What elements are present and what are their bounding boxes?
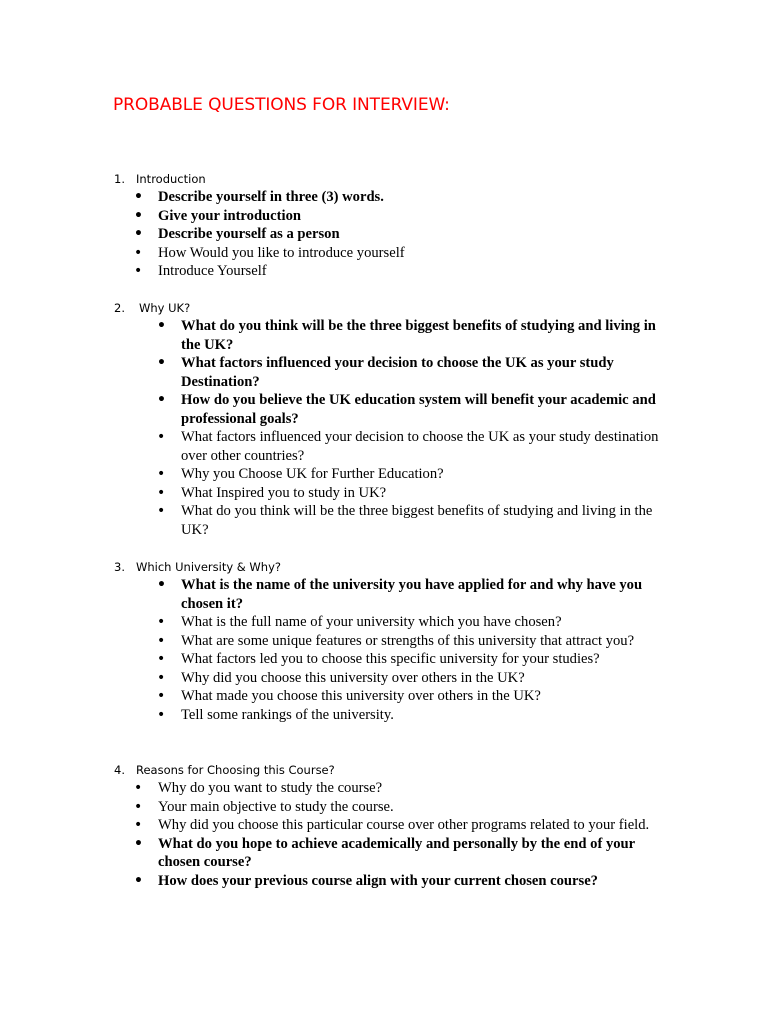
list-item <box>0 262 768 281</box>
bullet-icon: • <box>134 226 143 242</box>
bullet-icon: • <box>134 817 143 833</box>
question-text: What do you think will be the three biggest benefits of studying and living in the UK? <box>181 318 656 353</box>
section-number: 4. <box>114 763 125 777</box>
list-item <box>0 779 768 798</box>
section-heading-label: Introduction <box>136 172 206 186</box>
question-list <box>0 317 768 539</box>
bullet-icon: • <box>157 577 166 593</box>
bullet-icon: • <box>134 263 143 279</box>
bullet-icon: • <box>157 355 166 371</box>
list-item <box>0 465 768 484</box>
question-text: Describe yourself as a person <box>158 226 340 242</box>
question-text: Describe yourself in three (3) words. <box>158 189 384 205</box>
bullet-icon: • <box>157 429 166 445</box>
bullet-icon: • <box>157 318 166 334</box>
bullet-icon: • <box>134 780 143 796</box>
list-item <box>0 687 768 706</box>
question-text: Why do you want to study the course? <box>158 780 383 796</box>
question-text: What Inspired you to study in UK? <box>181 484 387 501</box>
bullet-icon: • <box>134 835 143 852</box>
question-text: Why did you choose this university over others in the UK? <box>181 669 525 686</box>
question-text: Introduce Yourself <box>158 263 267 279</box>
list-item <box>0 632 768 651</box>
list-item <box>0 207 768 226</box>
question-text: What is the name of the university you have applied for and why have you chosen it? <box>181 577 643 612</box>
list-item <box>0 706 768 725</box>
question-text: How Would you like to introduce yourself <box>158 244 405 261</box>
question-text: What do you think will be the three biggest benefits of studying and living in the UK? <box>181 503 653 538</box>
list-item <box>0 484 768 503</box>
list-item <box>0 576 768 613</box>
bullet-icon: • <box>157 392 166 408</box>
bullet-icon: • <box>157 632 166 649</box>
bullet-icon: • <box>134 798 143 815</box>
question-list <box>0 779 768 890</box>
list-item <box>0 650 768 669</box>
section-number: 3. <box>114 560 125 574</box>
question-text: What is the full name of your university which you have chosen? <box>181 614 562 630</box>
list-item <box>0 225 768 244</box>
bullet-icon: • <box>157 669 166 686</box>
question-text: What factors influenced your decision to choose the UK as your study Destination? <box>181 355 614 390</box>
question-list <box>0 576 768 724</box>
bullet-icon: • <box>157 503 166 519</box>
list-item <box>0 816 768 835</box>
bullet-icon: • <box>134 872 143 889</box>
bullet-icon: • <box>134 207 143 224</box>
section-number: 1. <box>114 172 125 186</box>
question-text: What are some unique features or strengths of this university that attract you? <box>181 632 635 649</box>
page-title: PROBABLE QUESTIONS FOR INTERVIEW: <box>113 95 450 115</box>
list-item <box>0 428 768 465</box>
question-text: Why did you choose this particular course over other programs related to your field. <box>158 817 650 833</box>
section-heading-label: Why UK? <box>139 301 191 315</box>
list-item <box>0 835 768 872</box>
bullet-icon: • <box>134 189 143 205</box>
section-heading-label: Which University & Why? <box>136 560 281 574</box>
list-item <box>0 188 768 207</box>
question-text: What made you choose this university over others in the UK? <box>181 688 541 704</box>
question-text: Tell some rankings of the university. <box>181 706 394 723</box>
bullet-icon: • <box>157 651 166 667</box>
list-item <box>0 244 768 263</box>
question-text: Why you Choose UK for Further Education? <box>181 466 444 482</box>
section-number: 2. <box>114 301 125 315</box>
bullet-icon: • <box>157 688 166 704</box>
question-list <box>0 188 768 281</box>
section-heading-label: Reasons for Choosing this Course? <box>136 763 335 777</box>
bullet-icon: • <box>157 614 166 630</box>
question-text: Give your introduction <box>158 207 301 224</box>
bullet-icon: • <box>157 466 166 482</box>
question-text: What do you hope to achieve academically and personally by the end of your chosen course? <box>158 835 635 870</box>
list-item <box>0 391 768 428</box>
bullet-icon: • <box>157 484 166 501</box>
question-text: Your main objective to study the course. <box>158 798 394 815</box>
list-item <box>0 798 768 817</box>
bullet-icon: • <box>134 244 143 261</box>
list-item <box>0 613 768 632</box>
list-item <box>0 872 768 891</box>
question-text: What factors led you to choose this specific university for your studies? <box>181 651 600 667</box>
list-item <box>0 502 768 539</box>
question-text: What factors influenced your decision to choose the UK as your study destination over other countries? <box>181 429 659 464</box>
list-item <box>0 354 768 391</box>
question-text: How do you believe the UK education system will benefit your academic and professional goals? <box>181 392 656 427</box>
list-item <box>0 317 768 354</box>
list-item <box>0 669 768 688</box>
question-text: How does your previous course align with your current chosen course? <box>158 872 598 889</box>
bullet-icon: • <box>157 706 166 723</box>
